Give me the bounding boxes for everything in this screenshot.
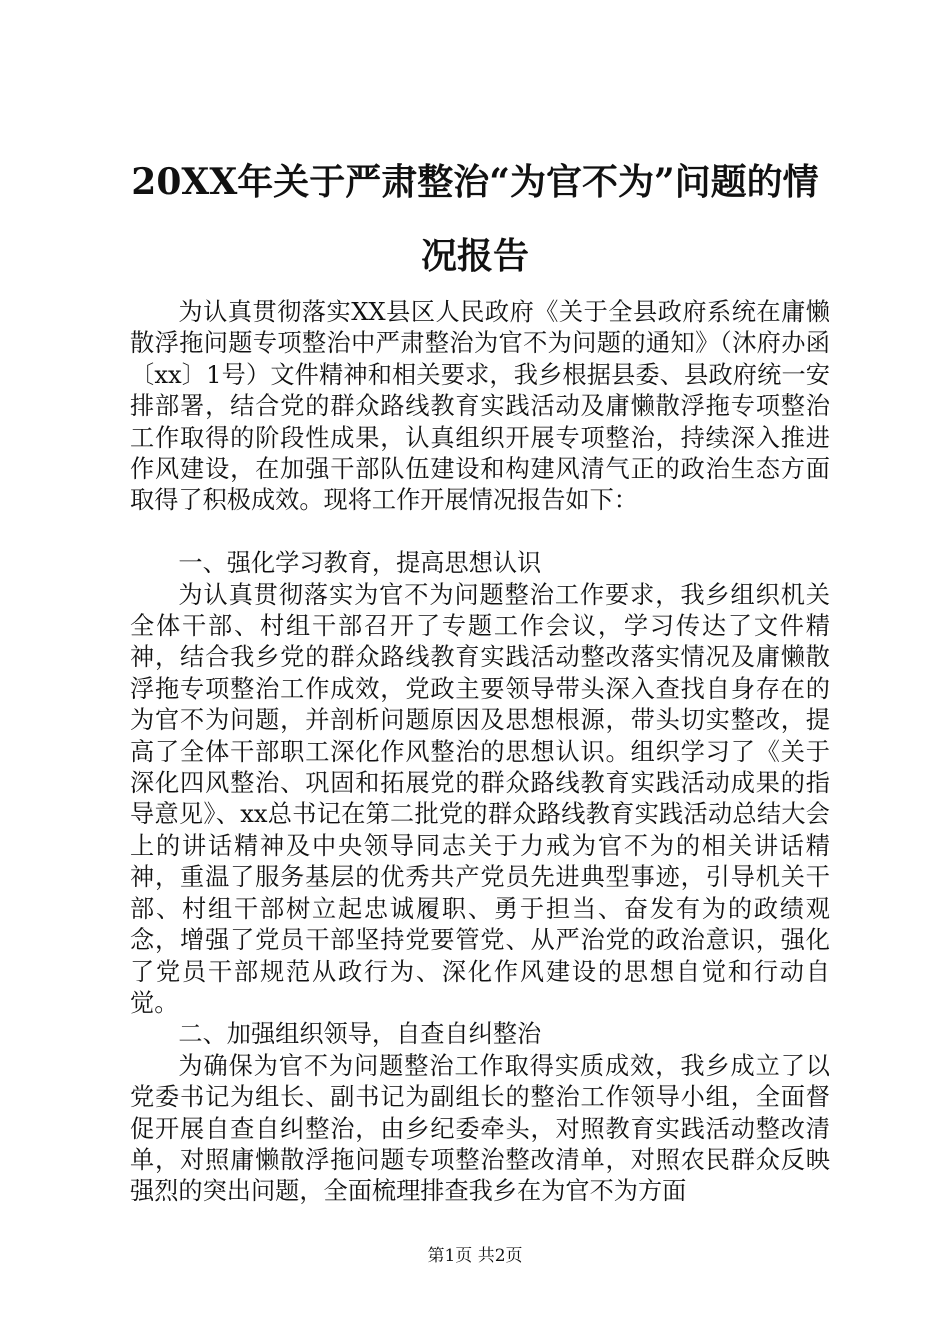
section-paragraph-1: 为认真贯彻落实为官不为问题整治工作要求，我乡组织机关全体干部、村组干部召开了专题工作会议，学习传达了文件精神，结合我乡党的群众路线教育实践活动整改落实情况及庸懒散浮拖专项整治工作成效，党政主要领导带头深入查找自身存在的为官不为问题，并剖析问题原因及思想根源，带头切实整改，提高了全体干部职工深化作风整治的思想认识。组织学习了《关于深化四风整治、巩固和拓展党的群众路线教育实践活动成果的指导意见》、xx总书记在第二批党的群众路线教育实践活动总结大会上的讲话精神及中央领导同志关于力戒为官不为的相关讲话精神，重温了服务基层的优秀共产党员先进典型事迹，引导机关干部、村组干部树立起忠诚履职、勇于担当、奋发有为的政绩观念，增强了党员干部坚持党要管党、从严治党的政治意识，强化了党员干部规范从政行为、深化作风建设的思想自觉和行动自觉。 [130, 580, 830, 1017]
section-heading-2: 二、加强组织领导，自查自纠整治 [178, 1020, 542, 1049]
document-title: 20XX年关于严肃整治“为官不为”问题的情况报告 [131, 161, 819, 277]
page-number-footer: 第1页 共2页 [427, 1246, 523, 1266]
paragraph-spacer [130, 517, 830, 548]
document-body [130, 297, 830, 1208]
section-paragraph-2: 为确保为官不为问题整治工作取得实质成效，我乡成立了以党委书记为组长、副书记为副组长的整治工作领导小组，全面督促开展自查自纠整治，由乡纪委牵头，对照教育实践活动整改清单，对照庸懒散浮拖问题专项整治整改清单，对照农民群众反映强烈的突出问题，全面梳理排查我乡在为官不为方面 [130, 1051, 830, 1206]
intro-paragraph: 为认真贯彻落实XX县区人民政府《关于全县政府系统在庸懒散浮拖问题专项整治中严肃整治为官不为问题的通知》（沐府办函〔xx〕1号）文件精神和相关要求，我乡根据县委、县政府统一安排部署，结合党的群众路线教育实践活动及庸懒散浮拖专项整治工作取得的阶段性成果，认真组织开展专项整治，持续深入推进作风建设，在加强干部队伍建设和构建风清气正的政治生态方面取得了积极成效。现将工作开展情况报告如下： [130, 298, 830, 515]
section-heading-1: 一、强化学习教育，提高思想认识 [178, 549, 542, 578]
